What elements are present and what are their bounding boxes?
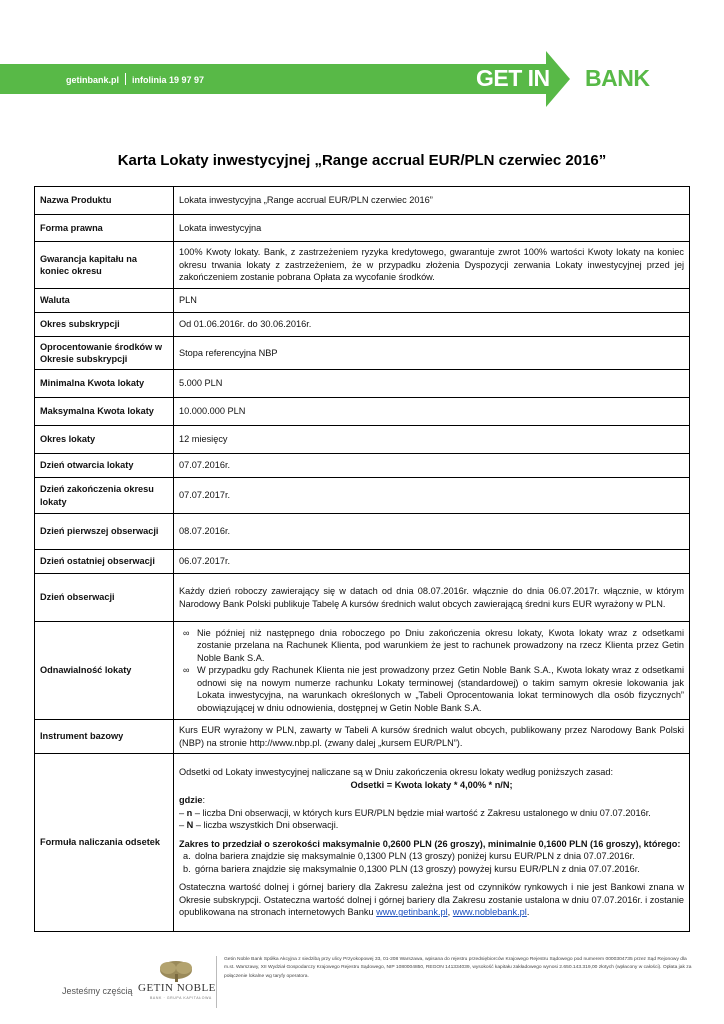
definition-n (179, 807, 684, 820)
row-value: 5.000 PLN (174, 370, 690, 398)
definition-n-text: – liczba Dni obserwacji, w których kurs EUR/PLN będzie miał wartość z Zakresu ustalonego w dniu 07.07.2016r. (192, 807, 651, 818)
closing-text: Ostateczna wartość dolnej i górnej bariery dla Zakresu zależna jest od czynników rynkowych i nie jest Bankowi znana w Okresie subskrypcji. Ostateczna wartość dolnej i górnej bariery dla Zakresu zostanie ustalona w dniu 07.07.2016r. i zostanie opublikowana na stronach internetowych Banku (179, 882, 684, 918)
row-value: PLN (174, 289, 690, 313)
link-separator: , (447, 907, 453, 918)
table-row (35, 574, 690, 622)
row-label: Forma prawna (35, 215, 174, 242)
row-value: 07.07.2016r. (174, 454, 690, 478)
row-label: Dzień zakończenia okresu lokaty (35, 478, 174, 514)
table-row (35, 550, 690, 574)
list-item-text: dolna bariera znajdzie się maksymalnie 0,1300 PLN (13 groszy) poniżej kursu EUR/PLN z dnia 07.07.2016r. (195, 851, 635, 862)
row-value: 100% Kwoty lokaty. Bank, z zastrzeżeniem ryzyka kredytowego, gwarantuje zwrot 100% wartości Kwoty lokaty na koniec okresu trwania lokaty z zastrzeżeniem, że w przypadku złożenia Dyspozycji zerwania Lokaty inwestycyjnej przed jej zakończeniem zostanie pobrana Opłata za wycofanie środków. (174, 242, 690, 289)
table-row (35, 478, 690, 514)
footer-logo-text: GETIN NOBLE (138, 982, 216, 994)
infinity-bullet-icon: ∞ (183, 665, 190, 676)
document-title: Karta Lokaty inwestycyjnej „Range accrual EUR/PLN czerwiec 2016” (117, 152, 607, 169)
row-label: Minimalna Kwota lokaty (35, 370, 174, 398)
noblebank-link[interactable]: www.noblebank.pl (452, 907, 527, 918)
row-label: Waluta (35, 289, 174, 313)
logo-bank: BANK (585, 65, 650, 91)
row-value: 08.07.2016r. (174, 514, 690, 550)
product-table (34, 186, 690, 932)
list-item (179, 664, 684, 714)
row-value: Każdy dzień roboczy zawierający się w datach od dnia 08.07.2016r. włącznie do dnia 06.07.2017r. włącznie, w którym Narodowy Bank Polski publikuje Tabelę A kursów średnich walut obcych zawierającą średni kurs EUR wyrażony w PLN. (174, 574, 690, 622)
definition-n-symbol: n (186, 807, 193, 818)
row-label: Gwarancja kapitału na koniec okresu (35, 242, 174, 289)
definition-N (179, 819, 684, 832)
list-item-text: górna bariera znajdzie się maksymalnie 0,1300 PLN (13 groszy) powyżej kursu EUR/PLN z dnia 07.07.2016r. (195, 863, 640, 874)
row-value: Od 01.06.2016r. do 30.06.2016r. (174, 313, 690, 337)
header-website[interactable]: getinbank.pl (66, 75, 120, 85)
row-value: Lokata inwestycyjna „Range accrual EUR/PLN czerwiec 2016” (174, 187, 690, 215)
row-value: 12 miesięcy (174, 426, 690, 454)
table-row (35, 187, 690, 215)
row-label: Instrument bazowy (35, 720, 174, 754)
row-value: Kurs EUR wyrażony w PLN, zawarty w Tabeli A kursów średnich walut obcych, publikowany przez Narodowy Bank Polski (NBP) na stronie http://www.nbp.pl. (zwany dalej „kursem EUR/PLN”). (174, 720, 690, 754)
list-item-text: Nie później niż następnego dnia roboczego po Dniu zakończenia okresu lokaty, Kwota lokaty wraz z odsetkami zostanie przelana na Rachunek Klienta, pod warunkiem że jest to rachunek prowadzony na rzecz Klienta przez Getin Noble Bank S.A. (197, 627, 684, 663)
row-label: Dzień ostatniej obserwacji (35, 550, 174, 574)
where-label: gdzie (179, 795, 203, 806)
row-label: Odnawialność lokaty (35, 622, 174, 720)
footer (0, 950, 724, 1024)
definition-N-text: – liczba wszystkich Dni obserwacji. (193, 820, 339, 831)
footer-legal-text: Getin Noble Bank Spółka Akcyjna z siedzibą przy ulicy Przyokopowej 33, 01-208 Warszawa, wpisana do rejestru przedsiębiorców Krajowego Rejestru Sądowego pod numerem 0000304735 przez Sąd Rejonowy dla m.st. Warszawy, XII Wydział Gospodarczy Krajowego Rejestru Sądowego, NIP 1080004850, REGON 141334039, wysokość kapitału zakładowego wynosi 2.650.143.319,00 złotych (wpłacony w całości). Opłata jak za połączenie lokalne wg taryfy operatora. (224, 957, 692, 979)
row-label: Nazwa Produktu (35, 187, 174, 215)
row-label: Formuła naliczania odsetek (35, 754, 174, 932)
row-label: Dzień obserwacji (35, 574, 174, 622)
formula-where (179, 794, 684, 807)
formula-intro: Odsetki od Lokaty inwestycyjnej naliczane są w Dniu zakończenia okresu lokaty według poniższych zasad: (179, 767, 614, 778)
table-row (35, 622, 690, 720)
row-label: Okres lokaty (35, 426, 174, 454)
list-item (179, 863, 684, 876)
table-row (35, 313, 690, 337)
logo-get-in: GET IN (476, 65, 550, 91)
footer-tagline: Jesteśmy częścią (62, 986, 133, 996)
table-row (35, 454, 690, 478)
list-item (179, 627, 684, 665)
table-row (35, 337, 690, 370)
row-label: Dzień otwarcia lokaty (35, 454, 174, 478)
row-label: Maksymalna Kwota lokaty (35, 398, 174, 426)
closing-end: . (526, 907, 530, 918)
definition-dash: – (179, 820, 187, 831)
header-contact (66, 73, 204, 85)
row-label: Dzień pierwszej obserwacji (35, 514, 174, 550)
list-item (179, 850, 684, 863)
header-band (0, 48, 724, 108)
header-separator (125, 73, 126, 85)
row-value: Stopa referencyjna NBP (174, 337, 690, 370)
table-row (35, 514, 690, 550)
row-value: 10.000.000 PLN (174, 398, 690, 426)
header-hotline: infolinia 19 97 97 (132, 75, 205, 85)
closing-paragraph (179, 881, 684, 919)
footer-logo-subtitle: BANK · GRUPA KAPITAŁOWA (150, 996, 212, 1000)
list-marker: b. (183, 863, 191, 874)
row-value: 07.07.2017r. (174, 478, 690, 514)
table-row (35, 215, 690, 242)
footer-divider (216, 956, 217, 1008)
row-label: Oprocentowanie środków w Okresie subskrypcji (35, 337, 174, 370)
row-value (174, 622, 690, 720)
table-row (35, 720, 690, 754)
barrier-list (179, 850, 684, 875)
table-row (35, 289, 690, 313)
getinbank-link[interactable]: www.getinbank.pl (376, 907, 448, 918)
row-label: Okres subskrypcji (35, 313, 174, 337)
range-description: Zakres to przedział o szerokości maksymalnie 0,2600 PLN (26 groszy), minimalnie 0,1600 PLN (16 groszy), którego: (179, 838, 681, 849)
formula-equation: Odsetki = Kwota lokaty * 4,00% * n/N; (350, 779, 513, 790)
where-colon: : (202, 795, 206, 806)
row-value (174, 754, 690, 932)
table-row (35, 242, 690, 289)
row-value: 06.07.2017r. (174, 550, 690, 574)
renewal-list (179, 627, 684, 715)
list-item-text: W przypadku gdy Rachunek Klienta nie jest prowadzony przez Getin Noble Bank S.A., Kwota lokaty wraz z odsetkami odnowi się na nowym numerze rachunku Lokaty terminowej (standardowej) o takim samym okresie lokowania jak Lokata inwestycyjna, na warunkach określonych w „Tabeli Oprocentowania lokat terminowych dla osób fizycznych” obowiązującej w dniu odnowienia, dostępnej w Getin Noble Bank S.A. (197, 665, 684, 713)
infinity-bullet-icon: ∞ (183, 627, 190, 638)
table-row (35, 754, 690, 932)
definition-N-symbol: N (186, 820, 194, 831)
table-row (35, 398, 690, 426)
list-marker: a. (183, 851, 191, 862)
table-row (35, 370, 690, 398)
definition-dash: – (179, 807, 187, 818)
table-row (35, 426, 690, 454)
row-value: Lokata inwestycyjna (174, 215, 690, 242)
